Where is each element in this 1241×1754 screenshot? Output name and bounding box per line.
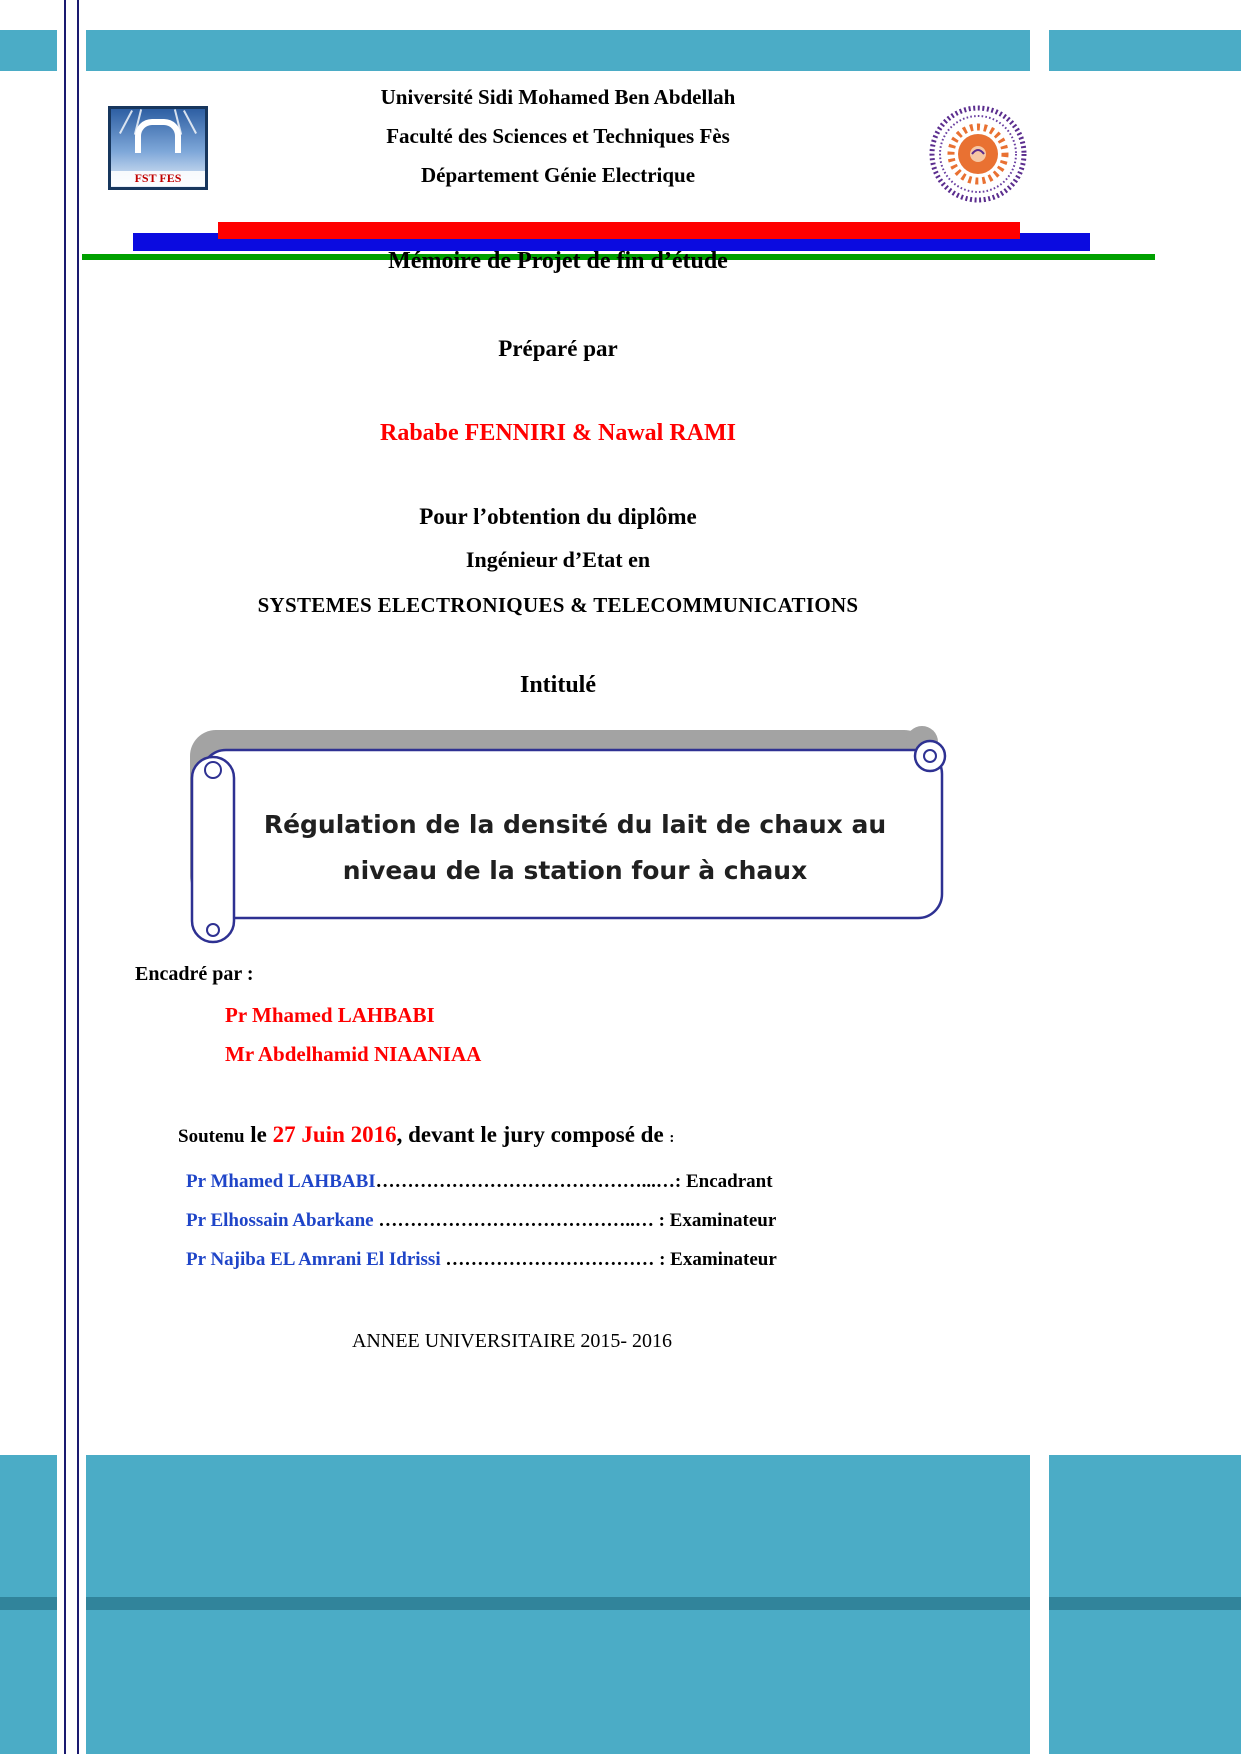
arch-icon [135,119,181,153]
defense-word-le: le [244,1122,273,1147]
jury-dots: …………………………… [445,1249,660,1270]
jury-dots: …………………………………..… [378,1210,659,1231]
left-border-line-outer [64,0,66,1754]
bottom-stripe-right [1049,1597,1241,1610]
university-header [86,78,1030,195]
seal-graphic [928,104,1028,204]
intitule-label: Intitulé [519,672,596,698]
faculty-name: Faculté des Sciences et Techniques Fès [386,124,730,148]
jury-row [186,1210,776,1232]
supervisor-2: Mr Abdelhamid NIAANIAA [225,1042,482,1066]
red-bar [218,222,1020,239]
academic-year: ANNEE UNIVERSITAIRE 2015- 2016 [351,1330,673,1352]
jury-role: : Examinateur [659,1249,777,1270]
memoire-title: Mémoire de Projet de fin d’étude [388,248,728,274]
jury-dots: ……………………………………...… [375,1171,675,1192]
logo-ray-icon [183,110,197,134]
top-band-left [0,30,57,71]
department-name: Département Génie Electrique [420,163,696,187]
prepared-by-label: Préparé par [498,336,618,361]
top-band-middle [86,30,1030,71]
logo-ray-icon [119,110,133,134]
jury-role: : Examinateur [658,1210,777,1231]
thesis-title-line-1: Régulation de la densité du lait de chaux au [263,810,887,839]
bottom-stripe-left [0,1597,57,1610]
defense-word-soutenu: Soutenu [178,1126,245,1147]
supervised-by-label: Encadré par : [135,963,254,985]
supervisor-1: Pr Mhamed LAHBABI [225,1003,435,1027]
defense-colon: : [669,1130,675,1146]
jury-member-name: Pr Mhamed LAHBABI [186,1171,376,1192]
diploma-line-1: Pour l’obtention du diplôme [419,504,697,529]
top-band-right [1049,30,1241,71]
diploma-line-2: Ingénieur d’Etat en [465,547,651,572]
left-border-line-inner [77,0,79,1754]
jury-member-name: Pr Elhossain Abarkane [186,1210,379,1231]
diploma-specialty: SYSTEMES ELECTRONIQUES & TELECOMMUNICATIONS [257,593,859,617]
university-seal-icon [928,104,1028,204]
bottom-stripe-middle [86,1597,1030,1610]
defense-line [178,1122,674,1148]
fst-logo [108,106,208,190]
thesis-title-line-2: niveau de la station four à chaux [342,856,808,885]
university-name: Université Sidi Mohamed Ben Abdellah [380,85,736,109]
jury-role: : Encadrant [674,1171,773,1192]
authors-names: Rababe FENNIRI & Nawal RAMI [379,420,736,446]
defense-suffix: , devant le jury composé de [396,1122,670,1147]
jury-row [186,1171,773,1193]
defense-date: 27 Juin 2016 [272,1122,397,1147]
fst-logo-label: FST FES [111,171,205,186]
jury-row [186,1249,777,1271]
jury-member-name: Pr Najiba EL Amrani El Idrissi [186,1249,446,1270]
